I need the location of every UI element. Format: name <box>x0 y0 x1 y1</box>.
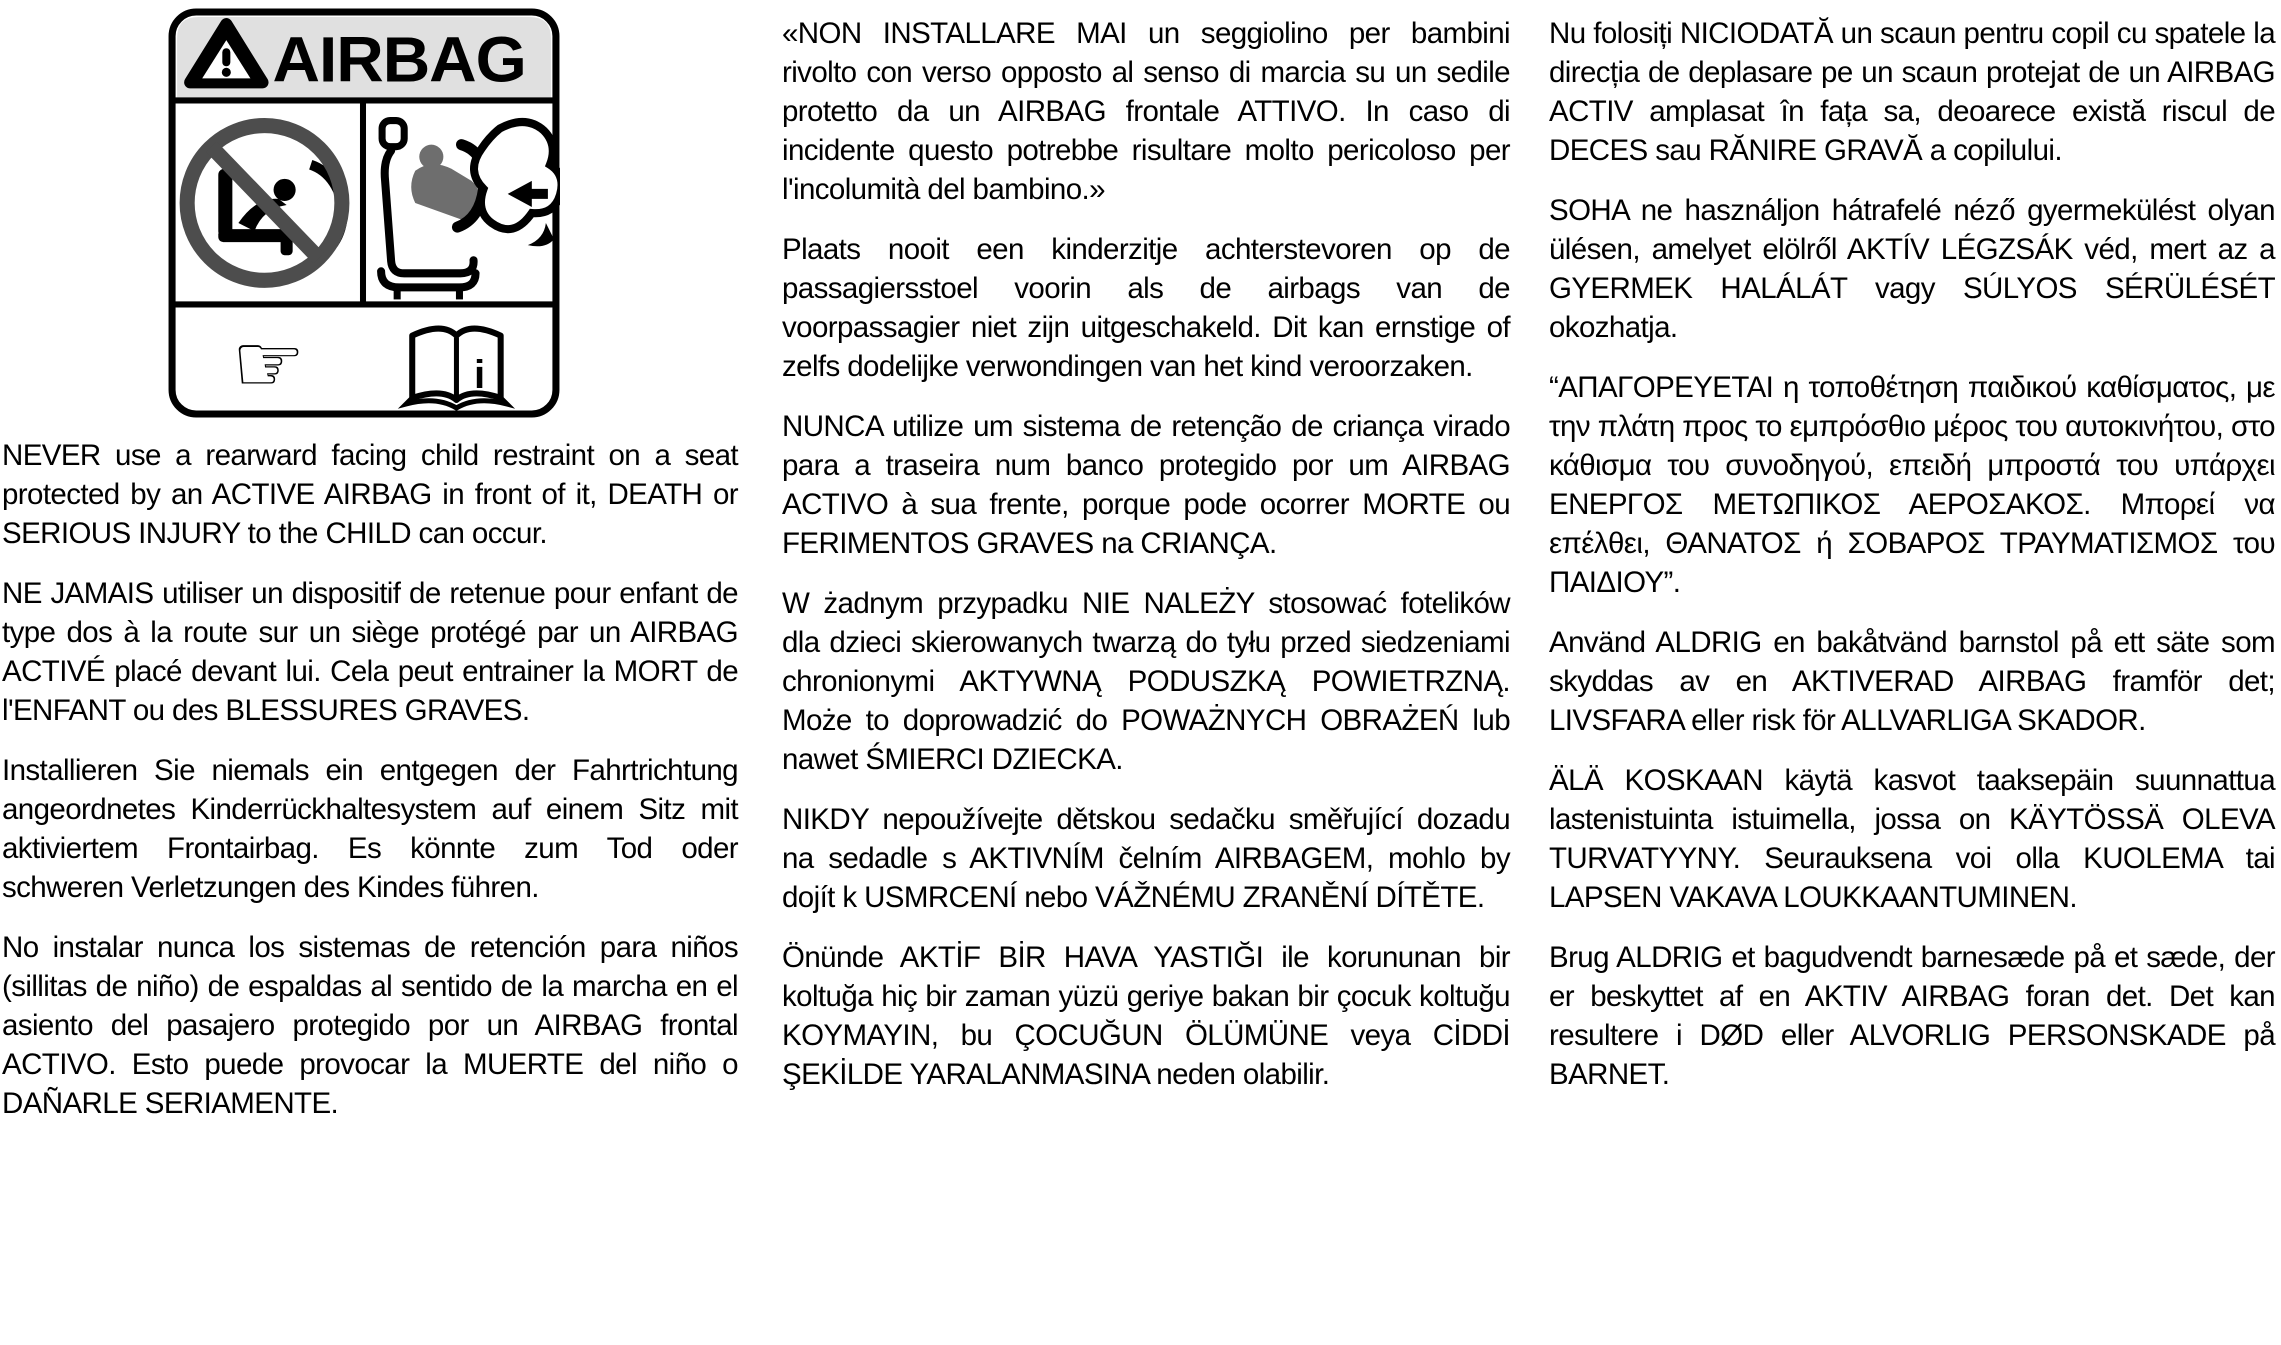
airbag-title: AIRBAG <box>272 23 526 96</box>
manual-book-icon <box>406 329 506 408</box>
warning-paragraph-spanish: No instalar nunca los sistemas de retención para niños (sillitas de niño) de espaldas al sentido de la marcha en el asiento del pasajero protegido por un AIRBAG frontal ACTIVO. Esto puede provocar la MUERTE del niño o DAÑARLE SERIAMENTE. <box>2 931 738 1120</box>
warning-paragraph-portuguese: NUNCA utilize um sistema de retenção de criança virado para a traseira num banco protegido por um AIRBAG ACTIVO à sua frente, porque pode ocorrer MORTE ou FERIMENTOS GRAVES na CRIANÇA. <box>782 410 1510 560</box>
column-3 <box>1549 0 2275 1115</box>
warning-paragraph-danish: Brug ALDRIG et bagudvendt barnesæde på et sæde, der er beskyttet af en AKTIV AIRBAG foran det. Det kan resultere i DØD eller ALVORLIG PERSONSKADE på BARNET. <box>1549 941 2275 1091</box>
warning-paragraph-german: Installieren Sie niemals ein entgegen der Fahrtrichtung angeordnetes Kinderrückhaltesystem auf einem Sitz mit aktiviertem Frontairbag. Es könnte zum Tod oder schweren Verletzungen des Kindes führen. <box>2 754 738 904</box>
airbag-label-graphic <box>168 8 560 418</box>
warning-paragraph-romanian: Nu folosiți NICIODATĂ un scaun pentru copil cu spatele la direcția de deplasare pe un scaun protejat de un AIRBAG ACTIV amplasat în fața sa, deoarece există riscul de DECES sau RĂNIRE GRAVĂ a copilului. <box>1549 17 2275 167</box>
book-info-letter: i <box>473 351 486 397</box>
warning-paragraph-hungarian: SOHA ne használjon hátrafelé néző gyermekülést olyan ülésen, amelyet elölről AKTÍV LÉGZSÁK véd, mert az a GYERMEK HALÁLÁT vagy SÚLYOS SÉRÜLÉSÉT okozhatja. <box>1549 194 2275 344</box>
warning-paragraph-turkish: Önünde AKTİF BİR HAVA YASTIĞI ile korununan bir koltuğa hiç bir zaman yüzü geriye bakan bir çocuk koltuğu KOYMAYIN, bu ÇOCUĞUN ÖLÜMÜNE veya CİDDİ ŞEKİLDE YARALANMASINA neden olabilir. <box>782 941 1510 1091</box>
warning-paragraph-english: NEVER use a rearward facing child restraint on a seat protected by an ACTIVE AIRBAG in front of it, DEATH or SERIOUS INJURY to the CHILD can occur. <box>2 439 738 550</box>
airbag-label <box>168 8 560 418</box>
warning-paragraph-swedish: Använd ALDRIG en bakåtvänd barnstol på ett säte som skyddas av en AKTIVERAD AIRBAG framför det; LIVSFARA eller risk för ALLVARLIGA SKADOR. <box>1549 626 2275 737</box>
pointing-hand-icon: ☞ <box>231 316 306 412</box>
column-2 <box>782 0 1510 1115</box>
warning-paragraph-finnish: ÄLÄ KOSKAAN käytä kasvot taaksepäin suunnattua lastenistuinta istuimella, jossa on KÄYTÖSSÄ OLEVA TURVATYYNY. Seurauksena voi olla KUOLEMA tai LAPSEN VAKAVA LOUKKAANTUMINEN. <box>1549 764 2275 914</box>
warning-paragraph-french: NE JAMAIS utiliser un dispositif de retenue pour enfant de type dos à la route sur un siège protégé par un AIRBAG ACTIVÉ placé devant lui. Cela peut entrainer la MORT de l'ENFANT ou des BLESSURES GRAVES. <box>2 577 738 727</box>
warning-paragraph-italian: «NON INSTALLARE MAI un seggiolino per bambini rivolto con verso opposto al senso di marcia su un sedile protetto da un AIRBAG frontale ATTIVO. In caso di incidente questo potrebbe risultare molto pericoloso per l'incolumità del bambino.» <box>782 17 1510 206</box>
column-1 <box>2 0 738 1144</box>
warning-paragraph-greek: “ΑΠΑΓΟΡΕΥΕΤΑΙ η τοποθέτηση παιδικού καθίσματος, με την πλάτη προς το εμπρόσθιο μέρος του αυτοκινήτου, στο κάθισμα του συνοδηγού, επειδή μπροστά του υπάρχει ΕΝΕΡΓΟΣ ΜΕΤΩΠΙΚΟΣ ΑΕΡΟΣΑΚΟΣ. Μπορεί να επέλθει, ΘΑΝΑΤΟΣ ή ΣΟΒΑΡΟΣ ΤΡΑΥΜΑΤΙΣΜΟΣ του ΠΑΙΔΙΟΥ”. <box>1549 371 2275 599</box>
warning-paragraph-dutch: Plaats nooit een kinderzitje achterstevoren op de passagiersstoel voorin als de airbags van de voorpassagier niet zijn uitgeschakeld. Dit kan ernstige of zelfs dodelijke verwondingen van het kind veroorzaken. <box>782 233 1510 383</box>
warning-paragraph-czech: NIKDY nepoužívejte dětskou sedačku směřující dozadu na sedadle s AKTIVNÍM čelním AIRBAGEM, mohlo by dojít k USMRCENÍ nebo VÁŽNÉMU ZRANĚNÍ DÍTĚTE. <box>782 803 1510 914</box>
warning-paragraph-polish: W żadnym przypadku NIE NALEŻY stosować fotelików dla dzieci skierowanych twarzą do tyłu przed siedzeniami chronionymi AKTYWNĄ PODUSZKĄ POWIETRZNĄ. Może to doprowadzić do POWAŻNYCH OBRAŻEŃ lub nawet ŚMIERCI DZIECKA. <box>782 587 1510 776</box>
